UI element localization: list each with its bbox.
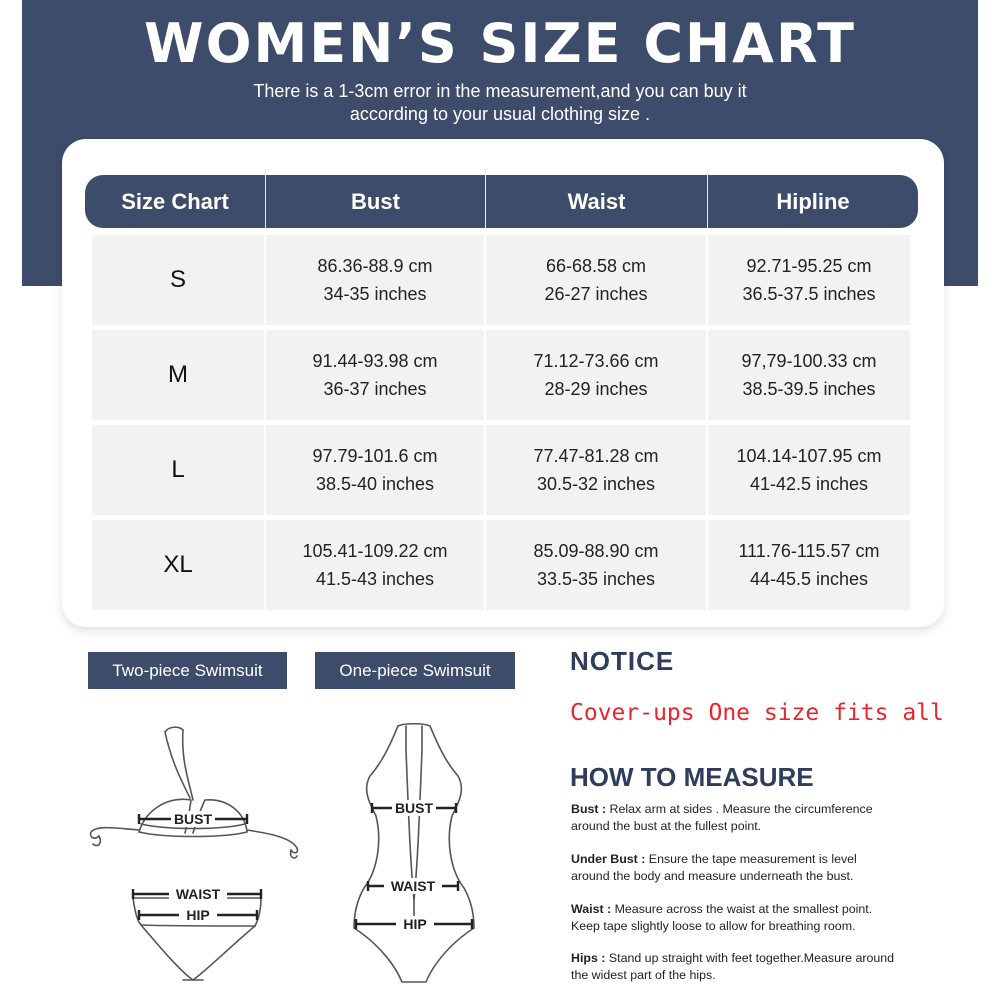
hip-measure-label: HIP bbox=[186, 907, 210, 923]
subtitle-line-2: according to your usual clothing size . bbox=[349, 104, 651, 124]
bust-cell bbox=[266, 520, 486, 610]
two-piece-swimsuit-illustration bbox=[85, 720, 310, 990]
header-waist: Waist bbox=[486, 175, 708, 228]
bust-cell bbox=[266, 235, 486, 325]
notice-text: Cover-ups One size fits all bbox=[570, 700, 944, 726]
one-piece-swimsuit-illustration bbox=[340, 720, 490, 990]
tip-hips bbox=[571, 950, 901, 984]
bust-measure-label: BUST bbox=[173, 811, 213, 827]
hip-cell bbox=[708, 235, 910, 325]
hip-in: 38.5-39.5 inches bbox=[742, 379, 876, 399]
hip-in: 44-45.5 inches bbox=[749, 569, 869, 589]
bust-in: 34-35 inches bbox=[323, 284, 427, 304]
notice-heading: NOTICE bbox=[570, 646, 675, 676]
bust-cm: 91.44-93.98 cm bbox=[312, 351, 438, 371]
size-cell: XL bbox=[92, 520, 266, 610]
waist-cm: 77.47-81.28 cm bbox=[533, 446, 659, 466]
tip-line-2: the widest part of the hips. bbox=[571, 968, 716, 982]
table-row-s bbox=[92, 235, 910, 325]
table-row-xl bbox=[92, 520, 910, 610]
tip-line-2: around the body and measure underneath the bust. bbox=[571, 869, 854, 883]
tip-under-bust bbox=[571, 851, 901, 885]
size-cell: S bbox=[92, 235, 266, 325]
tip-bust bbox=[571, 801, 901, 835]
hip-in: 41-42.5 inches bbox=[749, 474, 869, 494]
bust-cm: 86.36-88.9 cm bbox=[317, 256, 433, 276]
tip-line-1: Measure across the waist at the smallest point. bbox=[611, 902, 873, 916]
tip-term: Under Bust : bbox=[571, 852, 646, 866]
size-cell: M bbox=[92, 330, 266, 420]
waist-in: 26-27 inches bbox=[544, 284, 648, 304]
table-row-m bbox=[92, 330, 910, 420]
size-table-header bbox=[85, 175, 918, 228]
header-bust: Bust bbox=[266, 175, 486, 228]
tip-term: Bust : bbox=[571, 802, 607, 816]
page-title: WOMEN’S SIZE CHART bbox=[144, 12, 856, 75]
hip-cell bbox=[708, 520, 910, 610]
bust-cell bbox=[266, 425, 486, 515]
hip-cm: 104.14-107.95 cm bbox=[736, 446, 882, 466]
bust-in: 38.5-40 inches bbox=[315, 474, 435, 494]
tip-term: Waist : bbox=[571, 902, 612, 916]
table-row-l bbox=[92, 425, 910, 515]
bust-cm: 105.41-109.22 cm bbox=[302, 541, 448, 561]
header-hipline: Hipline bbox=[776, 188, 850, 214]
header-size-chart: Size Chart bbox=[85, 175, 266, 228]
waist-in: 33.5-35 inches bbox=[536, 569, 656, 589]
two-piece-swimsuit-label: Two-piece Swimsuit bbox=[88, 652, 287, 689]
tip-line-2: around the bust at the fullest point. bbox=[571, 819, 762, 833]
bust-in: 36-37 inches bbox=[323, 379, 427, 399]
waist-cell bbox=[486, 235, 708, 325]
waist-cm: 85.09-88.90 cm bbox=[533, 541, 659, 561]
waist-cm: 66-68.58 cm bbox=[545, 256, 647, 276]
bust-cm: 97.79-101.6 cm bbox=[312, 446, 438, 466]
tip-term: Hips : bbox=[571, 951, 606, 965]
bust-in: 41.5-43 inches bbox=[315, 569, 435, 589]
how-to-measure-heading: HOW TO MEASURE bbox=[570, 762, 814, 792]
waist-cm: 71.12-73.66 cm bbox=[533, 351, 659, 371]
size-cell: L bbox=[92, 425, 266, 515]
waist-measure-label: WAIST bbox=[390, 878, 436, 894]
hip-cm: 111.76-115.57 cm bbox=[738, 541, 880, 561]
waist-in: 28-29 inches bbox=[544, 379, 648, 399]
hip-cm: 92.71-95.25 cm bbox=[746, 256, 872, 276]
tip-line-1: Ensure the tape measurement is level bbox=[645, 852, 857, 866]
subtitle-line-1: There is a 1-3cm error in the measurement,and you can buy it bbox=[253, 81, 747, 101]
hip-in: 36.5-37.5 inches bbox=[742, 284, 876, 304]
waist-cell bbox=[486, 330, 708, 420]
bust-measure-label: BUST bbox=[394, 800, 434, 816]
waist-cell bbox=[486, 425, 708, 515]
tip-line-1: Relax arm at sides . Measure the circumference bbox=[606, 802, 873, 816]
size-table-body bbox=[92, 235, 910, 615]
hip-measure-label: HIP bbox=[403, 916, 427, 932]
waist-cell bbox=[486, 520, 708, 610]
waist-measure-label: WAIST bbox=[175, 886, 221, 902]
tip-line-2: Keep tape slightly loose to allow for breathing room. bbox=[571, 919, 856, 933]
waist-in: 30.5-32 inches bbox=[536, 474, 656, 494]
bust-cell bbox=[266, 330, 486, 420]
hip-cm: 97,79-100.33 cm bbox=[741, 351, 877, 371]
hip-cell bbox=[708, 425, 910, 515]
one-piece-swimsuit-label: One-piece Swimsuit bbox=[315, 652, 515, 689]
hip-cell bbox=[708, 330, 910, 420]
tip-waist bbox=[571, 901, 901, 935]
tip-line-1: Stand up straight with feet together.Measure around bbox=[605, 951, 895, 965]
subtitle bbox=[200, 80, 800, 126]
